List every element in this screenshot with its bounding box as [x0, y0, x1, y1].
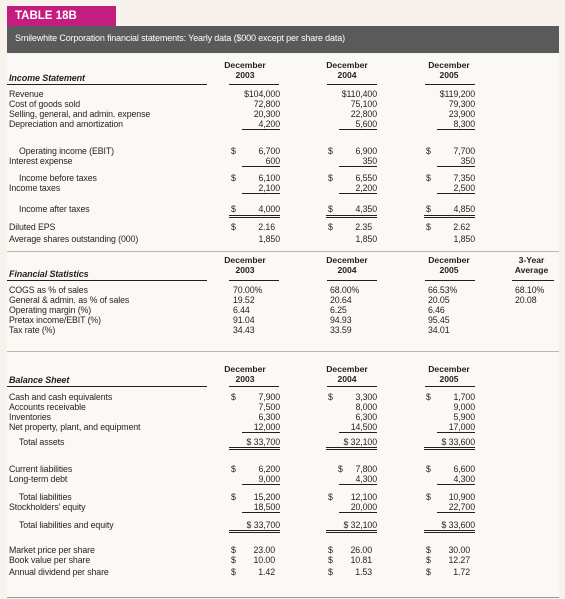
cell: 7,900	[258, 392, 280, 402]
cell: 7,500	[258, 402, 280, 412]
column-rule	[512, 280, 554, 281]
dollar-sign: $	[426, 204, 431, 214]
title-bar	[7, 26, 559, 53]
cell: 6,300	[355, 412, 377, 422]
row-label: Cost of goods sold	[9, 99, 81, 109]
cell: 10.81	[350, 555, 372, 565]
section-heading-income: Income Statement	[9, 73, 85, 83]
dollar-sign: $	[231, 567, 236, 577]
cell: 6,550	[355, 173, 377, 183]
cell: 1.42	[258, 567, 275, 577]
col-header-2004: December 2004	[326, 364, 368, 384]
cell: 20.05	[428, 295, 450, 305]
col-header-2004: December 2004	[326, 60, 368, 80]
dollar-sign: $	[426, 555, 431, 565]
dollar-sign: $	[426, 464, 431, 474]
column-rule	[327, 84, 377, 85]
column-rule	[229, 215, 280, 216]
cell: 12.27	[448, 555, 470, 565]
column-rule	[7, 386, 207, 387]
dollar-sign: $	[328, 204, 333, 214]
cell: 4,350	[355, 204, 377, 214]
cell: 7,350	[453, 173, 475, 183]
dollar-sign: $	[231, 392, 236, 402]
row-label: Average shares outstanding (000)	[9, 234, 139, 244]
column-rule	[424, 215, 475, 216]
cell: 350	[437, 156, 475, 167]
col-header-2005: December 2005	[428, 364, 470, 384]
row-label: Book value per share	[9, 555, 91, 565]
cell: 2.62	[453, 222, 470, 232]
cell: 1,850	[355, 234, 377, 244]
dollar-sign: $	[231, 464, 236, 474]
section-divider	[7, 251, 559, 252]
cell: 20.08	[515, 295, 537, 305]
col-header-2003: December 2003	[224, 60, 266, 80]
column-rule	[425, 84, 475, 85]
cell: 350	[339, 156, 377, 167]
row-label: Operating margin (%)	[9, 305, 92, 315]
col-header-average: 3-Year Average	[514, 255, 549, 275]
cell: 7,700	[453, 146, 475, 156]
dollar-sign: $	[328, 545, 333, 555]
dollar-sign: $	[426, 492, 431, 502]
cell: 2,500	[437, 183, 475, 194]
cell: 20,000	[339, 502, 377, 513]
cell: 4,300	[339, 474, 377, 485]
cell: $ 33,600	[424, 437, 475, 450]
dollar-sign: $	[328, 146, 333, 156]
cell: 14,500	[339, 422, 377, 433]
cell: 1,700	[453, 392, 475, 402]
cell: 79,300	[448, 99, 475, 109]
cell: 33.59	[330, 325, 352, 335]
dollar-sign: $	[231, 492, 236, 502]
cell: 4,200	[242, 119, 280, 130]
dollar-sign: $	[328, 392, 333, 402]
cell: 4,850	[453, 204, 475, 214]
dollar-sign: $	[426, 545, 431, 555]
column-rule	[326, 217, 377, 218]
cell: $ 32,100	[326, 437, 377, 450]
cell: 2,200	[339, 183, 377, 194]
cell: 1,850	[258, 234, 280, 244]
cell: 17,000	[437, 422, 475, 433]
row-label: Market price per share	[9, 545, 95, 555]
cell: $ 33,700	[229, 437, 280, 450]
row-label: Total liabilities and equity	[19, 520, 114, 530]
dollar-sign: $	[231, 222, 236, 232]
dollar-sign: $	[328, 222, 333, 232]
cell: 9,000	[242, 474, 280, 485]
cell: 72,800	[253, 99, 280, 109]
dollar-sign: $	[231, 204, 236, 214]
row-label: Selling, general, and admin. expense	[9, 109, 151, 119]
row-label: Operating income (EBIT)	[19, 146, 114, 156]
cell: 6,300	[258, 412, 280, 422]
cell: 6.44	[233, 305, 250, 315]
dollar-sign: $	[426, 173, 431, 183]
row-label: Income taxes	[9, 183, 61, 193]
cell: 34.43	[233, 325, 255, 335]
column-rule	[327, 386, 377, 387]
cell: 94.93	[330, 315, 352, 325]
cell: 8,000	[355, 402, 377, 412]
row-label: Net property, plant, and equipment	[9, 422, 141, 432]
dollar-sign: $	[328, 492, 333, 502]
cell: $110,400	[341, 89, 377, 99]
col-header-2003: December 2003	[224, 364, 266, 384]
cell: 2,100	[242, 183, 280, 194]
cell: 34.01	[428, 325, 450, 335]
cell: 23.00	[253, 545, 275, 555]
row-label: Long-term debt	[9, 474, 68, 484]
section-divider	[7, 351, 559, 352]
cell: 68.00%	[330, 285, 360, 295]
cell: 6.25	[330, 305, 347, 315]
column-rule	[424, 217, 475, 218]
cell: 75,100	[350, 99, 377, 109]
row-label: Interest expense	[9, 156, 73, 166]
cell: 6,200	[258, 464, 280, 474]
cell: $119,200	[439, 89, 475, 99]
cell: 6,600	[453, 464, 475, 474]
cell: 6,900	[355, 146, 377, 156]
column-rule	[229, 217, 280, 218]
row-label: Annual dividend per share	[9, 567, 109, 577]
row-label: Revenue	[9, 89, 44, 99]
row-label: General & admin. as % of sales	[9, 295, 130, 305]
cell: $ 32,100	[326, 520, 377, 533]
cell: 15,200	[253, 492, 280, 502]
cell: 2.35	[355, 222, 372, 232]
cell: 70.00%	[233, 285, 263, 295]
cell: $ 33,700	[229, 520, 280, 533]
column-rule	[229, 280, 279, 281]
cell: 26.00	[350, 545, 372, 555]
dollar-sign: $	[338, 464, 343, 474]
section-heading-stats: Financial Statistics	[9, 269, 89, 279]
dollar-sign: $	[426, 567, 431, 577]
cell: 5,600	[339, 119, 377, 130]
dollar-sign: $	[328, 567, 333, 577]
table-tag: TABLE 18B	[7, 6, 116, 26]
dollar-sign: $	[426, 146, 431, 156]
cell: 18,500	[242, 502, 280, 513]
column-rule	[7, 280, 207, 281]
col-header-2003: December 2003	[224, 255, 266, 275]
cell: $104,000	[244, 89, 280, 99]
cell: 1.72	[453, 567, 470, 577]
cell: 10.00	[253, 555, 275, 565]
cell: 20.64	[330, 295, 352, 305]
row-label: Pretax income/EBIT (%)	[9, 315, 101, 325]
table-body	[7, 54, 559, 598]
cell: 12,100	[350, 492, 377, 502]
cell: 3,300	[355, 392, 377, 402]
cell: 6,700	[258, 146, 280, 156]
cell: 91.04	[233, 315, 255, 325]
row-label: Total liabilities	[19, 492, 72, 502]
table-subtitle: Smilewhite Corporation financial statements: Yearly data ($000 except per share data)	[15, 33, 345, 43]
cell: 20,300	[253, 109, 280, 119]
cell: 12,000	[242, 422, 280, 433]
section-heading-balance: Balance Sheet	[9, 375, 70, 385]
cell: 1,850	[453, 234, 475, 244]
dollar-sign: $	[426, 392, 431, 402]
column-rule	[229, 84, 279, 85]
column-rule	[425, 280, 475, 281]
cell: 30.00	[448, 545, 470, 555]
cell: 7,800	[355, 464, 377, 474]
column-rule	[229, 386, 279, 387]
row-label: Stockholders' equity	[9, 502, 86, 512]
row-label: Cash and cash equivalents	[9, 392, 113, 402]
cell: 68.10%	[515, 285, 545, 295]
col-header-2004: December 2004	[326, 255, 368, 275]
cell: 19.52	[233, 295, 255, 305]
dollar-sign: $	[426, 222, 431, 232]
cell: 95.45	[428, 315, 450, 325]
dollar-sign: $	[328, 173, 333, 183]
row-label: Current liabilities	[9, 464, 73, 474]
cell: 10,900	[448, 492, 475, 502]
dollar-sign: $	[231, 173, 236, 183]
cell: 6.46	[428, 305, 445, 315]
cell: 23,900	[448, 109, 475, 119]
column-rule	[327, 280, 377, 281]
table-banner	[0, 0, 565, 54]
dollar-sign: $	[231, 146, 236, 156]
cell: 22,800	[350, 109, 377, 119]
column-rule	[425, 386, 475, 387]
dollar-sign: $	[231, 555, 236, 565]
cell: 4,000	[258, 204, 280, 214]
row-label: Income after taxes	[19, 204, 90, 214]
row-label: Tax rate (%)	[9, 325, 56, 335]
cell: 9,000	[453, 402, 475, 412]
cell: 6,100	[258, 173, 280, 183]
row-label: Accounts receivable	[9, 402, 86, 412]
cell: 1.53	[355, 567, 372, 577]
cell: $ 33,600	[424, 520, 475, 533]
cell: 22,700	[437, 502, 475, 513]
cell: 8,300	[437, 119, 475, 130]
row-label: Diluted EPS	[9, 222, 56, 232]
row-label: Inventories	[9, 412, 51, 422]
dollar-sign: $	[231, 545, 236, 555]
column-rule	[7, 84, 207, 85]
cell: 4,300	[437, 474, 475, 485]
col-header-2005: December 2005	[428, 255, 470, 275]
cell: 600	[242, 156, 280, 167]
cell: 66.53%	[428, 285, 458, 295]
row-label: Depreciation and amortization	[9, 119, 123, 129]
row-label: Total assets	[19, 437, 65, 447]
cell: 2.16	[258, 222, 275, 232]
column-rule	[326, 215, 377, 216]
col-header-2005: December 2005	[428, 60, 470, 80]
dollar-sign: $	[328, 555, 333, 565]
cell: 5,900	[453, 412, 475, 422]
row-label: COGS as % of sales	[9, 285, 88, 295]
row-label: Income before taxes	[19, 173, 97, 183]
